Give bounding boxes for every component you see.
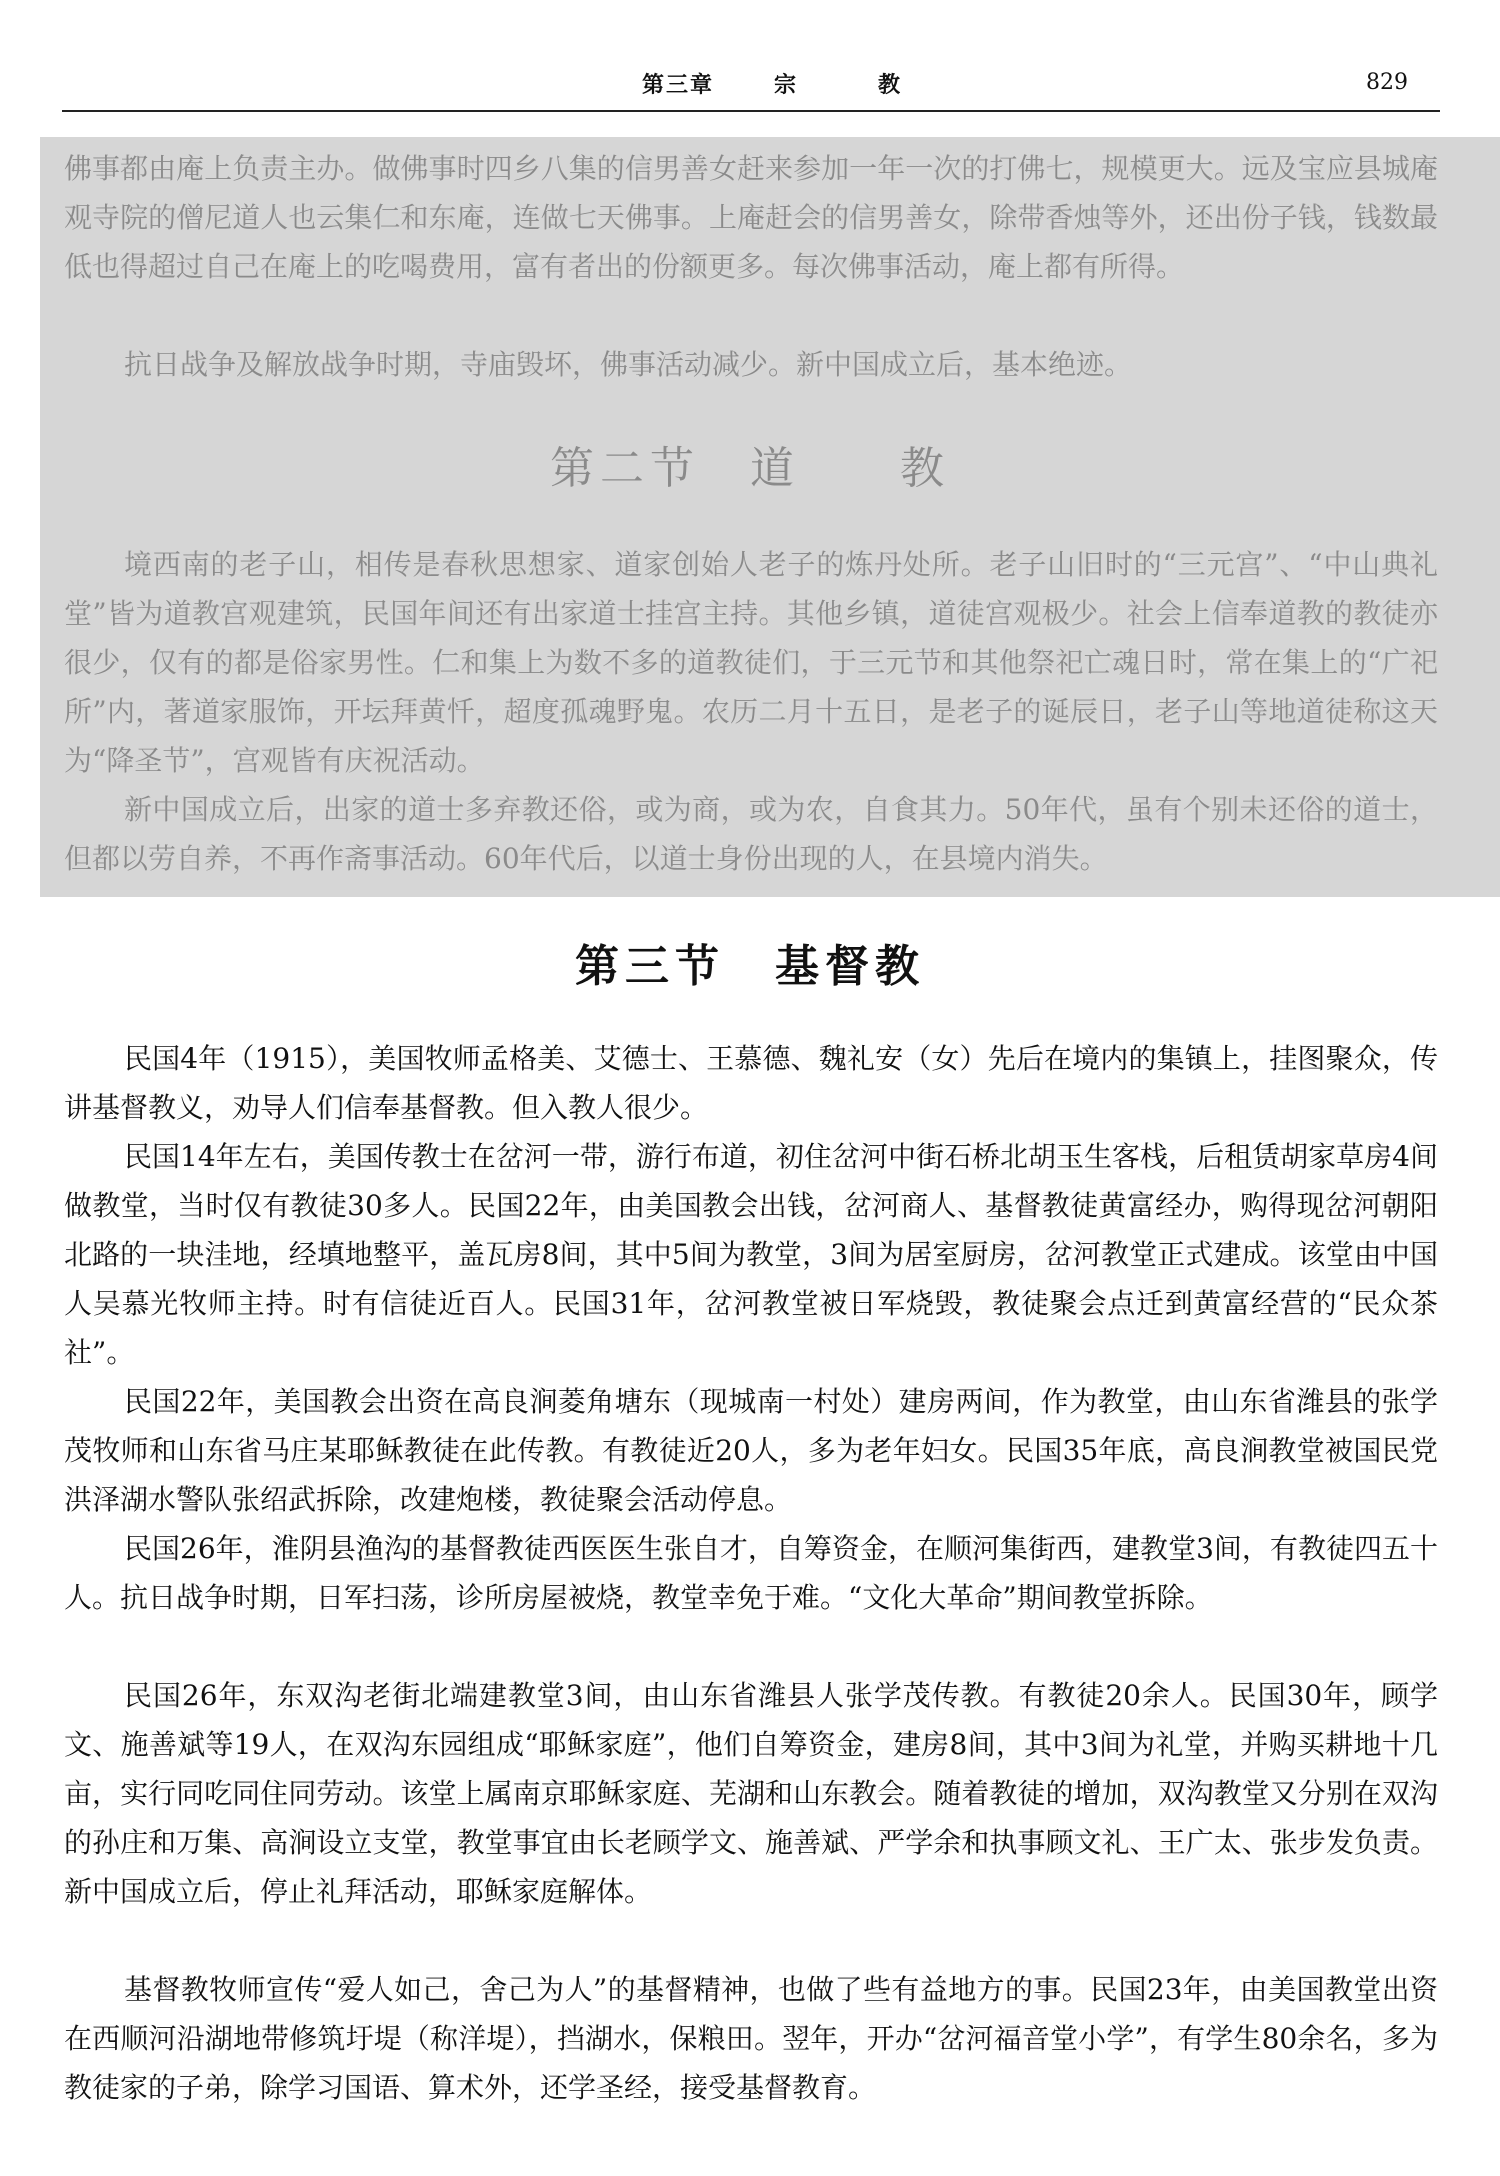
- paragraph-3: 民国22年，美国教会出资在高良涧菱角塘东（现城南一村处）建房两间，作为教堂，由山东省潍县的张学茂牧师和山东省马庄某耶稣教徒在此传教。有教徒近20人，多为老年妇女。民国35年底，高良涧教堂被国民党洪泽湖水警队张绍武拆除，改建炮楼，教徒聚会活动停息。: [64, 1385, 1438, 1516]
- grey-paragraph-3: 境西南的老子山，相传是春秋思想家、道家创始人老子的炼丹处所。老子山旧时的“三元宫”、“中山典礼堂”皆为道教宫观建筑，民国年间还有出家道士挂宫主持。其他乡镇，道徒宫观极少。社会上信奉道教的教徒亦很少，仅有的都是俗家男性。仁和集上为数不多的道教徒们，于三元节和其他祭祀亡魂日时，常在集上的“广祀所”内，著道家服饰，开坛拜黄忏，超度孤魂野鬼。农历二月十五日，是老子的诞辰日，老子山等地道徒称这天为“降圣节”，宫观皆有庆祝活动。: [64, 548, 1438, 777]
- grey-paragraph-2: 抗日战争及解放战争时期，寺庙毁坏，佛事活动减少。新中国成立后，基本绝迹。: [124, 348, 1133, 381]
- chapter-word-1: 宗: [774, 73, 799, 98]
- grey-paragraph-4: 新中国成立后，出家的道士多弃教还俗，或为商，或为农，自食其力。50年代，虽有个别未还俗的道士，但都以劳自养，不再作斋事活动。60年代后，以道士身份出现的人，在县境内消失。: [64, 793, 1438, 875]
- paragraph-4: 民国26年，淮阴县渔沟的基督教徒西医医生张自才，自筹资金，在顺河集街西，建教堂3间，有教徒四五十人。抗日战争时期，日军扫荡，诊所房屋被烧，教堂幸免于难。“文化大革命”期间教堂拆除。: [64, 1532, 1438, 1614]
- section-title-christianity: 第三节 基督教: [575, 941, 925, 992]
- grey-paragraph-1: 佛事都由庵上负责主办。做佛事时四乡八集的信男善女赶来参加一年一次的打佛七，规模更大。远及宝应县城庵观寺院的僧尼道人也云集仁和东庵，连做七天佛事。上庵赶会的信男善女，除带香烛等外，还出份子钱，钱数最低也得超过自己在庵上的吃喝费用，富有者出的份额更多。每次佛事活动，庵上都有所得。: [64, 152, 1438, 283]
- chapter-word-2: 教: [878, 73, 903, 98]
- page-header: [62, 60, 1440, 112]
- paragraph-1: 民国4年（1915），美国牧师孟格美、艾德士、王慕德、魏礼安（女）先后在境内的集镇上，挂图聚众，传讲基督教义，劝导人们信奉基督教。但入教人很少。: [64, 1042, 1438, 1124]
- paragraph-5: 民国26年，东双沟老街北端建教堂3间，由山东省潍县人张学茂传教。有教徒20余人。民国30年，顾学文、施善斌等19人，在双沟东园组成“耶稣家庭”，他们自筹资金，建房8间，其中3间为礼堂，并购买耕地十几亩，实行同吃同住同劳动。该堂上属南京耶稣家庭、芜湖和山东教会。随着教徒的增加，双沟教堂又分别在双沟的孙庄和万集、高涧设立支堂，教堂事宜由长老顾学文、施善斌、严学余和执事顾文礼、王广太、张步发负责。新中国成立后，停止礼拜活动，耶稣家庭解体。: [64, 1679, 1438, 1908]
- page-number: 829: [1366, 70, 1408, 95]
- running-head-chapter: [642, 68, 902, 99]
- section-title-daoism: 第二节 道 教: [550, 443, 950, 494]
- paragraph-6: 基督教牧师宣传“爱人如己，舍己为人”的基督精神，也做了些有益地方的事。民国23年，由美国教堂出资在西顺河沿湖地带修筑圩堤（称洋堤），挡湖水，保粮田。翌年，开办“岔河福音堂小学”，有学生80余名，多为教徒家的子弟，除学习国语、算术外，还学圣经，接受基督教育。: [64, 1973, 1438, 2104]
- chapter-number: 第三章: [642, 73, 715, 98]
- paragraph-2: 民国14年左右，美国传教士在岔河一带，游行布道，初住岔河中街石桥北胡玉生客栈，后租赁胡家草房4间做教堂，当时仅有教徒30多人。民国22年，由美国教会出钱，岔河商人、基督教徒黄富经办，购得现岔河朝阳北路的一块洼地，经填地整平，盖瓦房8间，其中5间为教堂，3间为居室厨房，岔河教堂正式建成。该堂由中国人吴慕光牧师主持。时有信徒近百人。民国31年，岔河教堂被日军烧毁，教徒聚会点迁到黄富经营的“民众茶社”。: [64, 1140, 1438, 1369]
